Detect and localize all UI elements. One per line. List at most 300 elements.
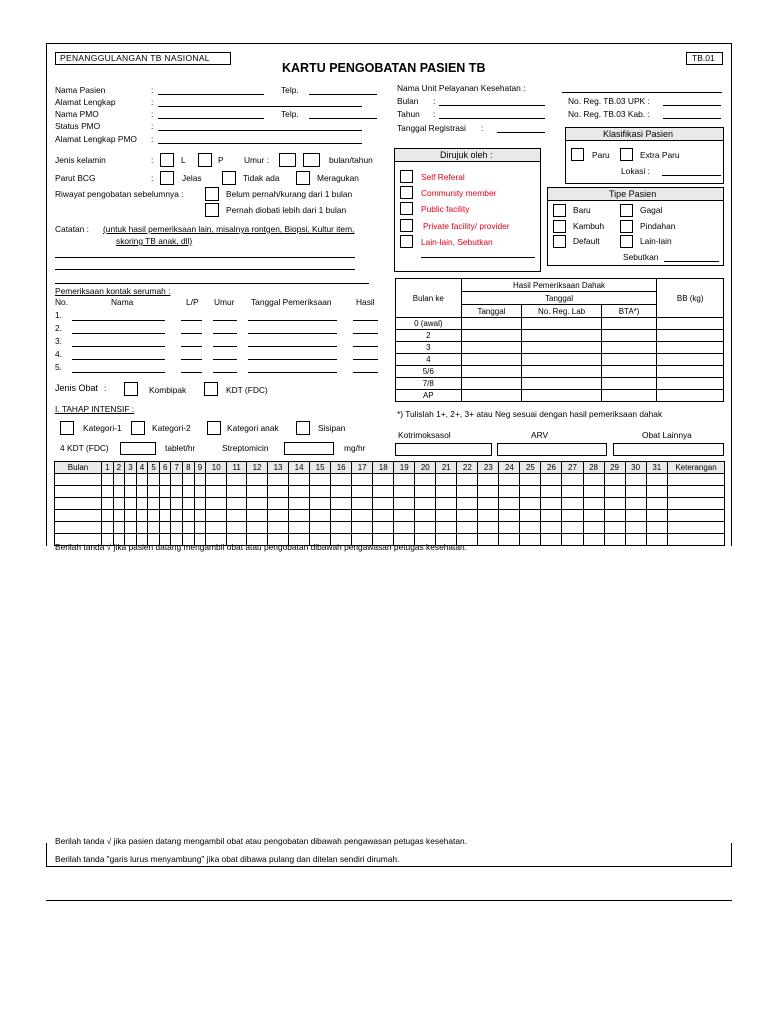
calendar-cell[interactable] bbox=[310, 522, 331, 534]
calendar-cell[interactable] bbox=[478, 474, 499, 486]
community-member-checkbox[interactable] bbox=[400, 186, 413, 199]
calendar-cell[interactable] bbox=[310, 474, 331, 486]
calendar-cell[interactable] bbox=[583, 522, 604, 534]
kotrim-label: Kotrimoksasol bbox=[398, 430, 451, 440]
calendar-cell[interactable] bbox=[499, 474, 520, 486]
calendar-cell[interactable] bbox=[171, 498, 183, 510]
calendar-cell[interactable] bbox=[478, 510, 499, 522]
calendar-cell[interactable] bbox=[227, 522, 247, 534]
age-box-2[interactable] bbox=[303, 153, 320, 167]
cut-line-text: Berilah tanda √ jika pasien datang mengambil obat atau pengobatan dibawah pengawasan petugas kesehatan. bbox=[55, 542, 468, 552]
calendar-cell[interactable] bbox=[562, 510, 583, 522]
contact-lp-field[interactable] bbox=[181, 320, 202, 321]
calendar-cell[interactable] bbox=[478, 522, 499, 534]
calendar-cell[interactable] bbox=[457, 474, 478, 486]
contacts-header-nama: Nama bbox=[111, 297, 134, 307]
calendar-cell[interactable] bbox=[604, 474, 625, 486]
calendar-cell[interactable] bbox=[499, 522, 520, 534]
year-field[interactable] bbox=[439, 118, 545, 119]
extra-paru-checkbox[interactable] bbox=[620, 148, 633, 161]
calendar-cell[interactable] bbox=[268, 522, 289, 534]
bcg-clear-checkbox[interactable] bbox=[160, 171, 174, 185]
calendar-cell[interactable] bbox=[102, 498, 114, 510]
calendar-cell[interactable] bbox=[310, 498, 331, 510]
calendar-cell[interactable] bbox=[625, 522, 646, 534]
calendar-cell[interactable] bbox=[125, 510, 137, 522]
calendar-cell[interactable] bbox=[520, 522, 541, 534]
calendar-cell[interactable] bbox=[159, 498, 171, 510]
contact-date-field[interactable] bbox=[248, 359, 337, 360]
sex-l-checkbox[interactable] bbox=[160, 153, 174, 167]
calendar-cell[interactable] bbox=[415, 522, 436, 534]
calendar-cell[interactable] bbox=[541, 486, 562, 498]
kambuh-checkbox[interactable] bbox=[553, 220, 566, 233]
calendar-cell[interactable] bbox=[102, 522, 114, 534]
calendar-cell[interactable] bbox=[331, 474, 352, 486]
calendar-cell[interactable] bbox=[415, 486, 436, 498]
kategori2-checkbox[interactable] bbox=[131, 421, 145, 435]
calendar-cell[interactable] bbox=[183, 474, 195, 486]
calendar-cell[interactable] bbox=[289, 510, 310, 522]
calendar-cell[interactable] bbox=[206, 486, 227, 498]
calendar-cell[interactable] bbox=[102, 486, 114, 498]
calendar-cell[interactable] bbox=[227, 474, 247, 486]
calendar-cell[interactable] bbox=[268, 474, 289, 486]
calendar-cell[interactable] bbox=[373, 486, 394, 498]
calendar-cell[interactable] bbox=[268, 498, 289, 510]
reg-date-label: Tanggal Registrasi bbox=[397, 123, 466, 133]
dahak-cell[interactable] bbox=[522, 378, 601, 390]
dahak-footnote: *) Tulislah 1+, 2+, 3+ atau Neg sesuai dengan hasil pemeriksaan dahak bbox=[397, 409, 663, 419]
contact-name-field[interactable] bbox=[72, 333, 165, 334]
calendar-cell[interactable] bbox=[352, 486, 373, 498]
calendar-cell[interactable] bbox=[55, 474, 102, 486]
calendar-cell[interactable] bbox=[227, 498, 247, 510]
calendar-cell[interactable] bbox=[541, 474, 562, 486]
kotrim-input[interactable] bbox=[395, 443, 492, 456]
contact-date-field[interactable] bbox=[248, 320, 337, 321]
pmo-phone-label: Telp. bbox=[281, 109, 299, 119]
contact-age-field[interactable] bbox=[213, 333, 237, 334]
sex-label: Jenis kelamin bbox=[55, 155, 106, 165]
calendar-day-header: 15 bbox=[310, 462, 331, 474]
calendar-cell[interactable] bbox=[171, 510, 183, 522]
calendar-cell[interactable] bbox=[373, 498, 394, 510]
contact-lp-field[interactable] bbox=[181, 333, 202, 334]
lainnya-input[interactable] bbox=[613, 443, 724, 456]
contact-name-field[interactable] bbox=[72, 359, 165, 360]
contact-date-field[interactable] bbox=[248, 346, 337, 347]
contact-name-field[interactable] bbox=[72, 320, 165, 321]
calendar-cell[interactable] bbox=[520, 474, 541, 486]
dahak-cell[interactable] bbox=[657, 378, 724, 390]
calendar-cell[interactable] bbox=[583, 474, 604, 486]
calendar-cell[interactable] bbox=[499, 510, 520, 522]
sebutkan-field[interactable] bbox=[664, 261, 719, 262]
calendar-cell[interactable] bbox=[102, 474, 114, 486]
colon: : bbox=[151, 109, 154, 119]
dahak-cell[interactable] bbox=[461, 330, 522, 342]
calendar-cell[interactable] bbox=[625, 474, 646, 486]
notes-line-2[interactable] bbox=[55, 269, 355, 270]
contact-name-field[interactable] bbox=[72, 372, 165, 373]
calendar-cell[interactable] bbox=[171, 486, 183, 498]
calendar-cell[interactable] bbox=[436, 498, 457, 510]
calendar-cell[interactable] bbox=[562, 522, 583, 534]
calendar-cell[interactable] bbox=[171, 474, 183, 486]
contact-result-field[interactable] bbox=[353, 372, 378, 373]
contact-age-field[interactable] bbox=[213, 346, 237, 347]
calendar-cell[interactable] bbox=[148, 474, 160, 486]
calendar-cell[interactable] bbox=[171, 522, 183, 534]
calendar-cell[interactable] bbox=[394, 474, 415, 486]
calendar-cell[interactable] bbox=[247, 522, 268, 534]
calendar-cell[interactable] bbox=[668, 522, 725, 534]
contact-age-field[interactable] bbox=[213, 372, 237, 373]
calendar-cell[interactable] bbox=[583, 510, 604, 522]
calendar-day-header: 9 bbox=[194, 462, 206, 474]
calendar-cell[interactable] bbox=[394, 486, 415, 498]
calendar-cell[interactable] bbox=[352, 510, 373, 522]
calendar-cell[interactable] bbox=[646, 486, 667, 498]
dahak-cell[interactable] bbox=[657, 390, 724, 402]
notes-line-1[interactable] bbox=[55, 257, 355, 258]
calendar-cell[interactable] bbox=[113, 522, 125, 534]
bottom-border-1 bbox=[46, 866, 732, 867]
colon: : bbox=[151, 97, 154, 107]
gagal-checkbox[interactable] bbox=[620, 204, 633, 217]
calendar-cell[interactable] bbox=[148, 486, 160, 498]
calendar-cell[interactable] bbox=[415, 498, 436, 510]
default-checkbox[interactable] bbox=[553, 235, 566, 248]
calendar-cell[interactable] bbox=[289, 486, 310, 498]
calendar-cell[interactable] bbox=[55, 510, 102, 522]
calendar-cell[interactable] bbox=[520, 498, 541, 510]
kdt4-label: 4 KDT (FDC) bbox=[60, 443, 109, 453]
contact-date-field[interactable] bbox=[248, 372, 337, 373]
contact-lp-field[interactable] bbox=[181, 359, 202, 360]
calendar-cell[interactable] bbox=[183, 486, 195, 498]
private-facility-checkbox[interactable] bbox=[400, 219, 413, 232]
calendar-cell[interactable] bbox=[668, 498, 725, 510]
calendar-cell[interactable] bbox=[478, 498, 499, 510]
calendar-cell[interactable] bbox=[136, 510, 148, 522]
unit-name-field[interactable] bbox=[562, 92, 722, 93]
calendar-cell[interactable] bbox=[310, 486, 331, 498]
lain-lain-checkbox[interactable] bbox=[400, 235, 413, 248]
calendar-cell[interactable] bbox=[646, 498, 667, 510]
calendar-cell[interactable] bbox=[55, 486, 102, 498]
calendar-cell[interactable] bbox=[478, 486, 499, 498]
calendar-cell[interactable] bbox=[206, 498, 227, 510]
notes-line-3[interactable] bbox=[55, 283, 369, 284]
kdt4-input[interactable] bbox=[120, 442, 156, 455]
calendar-cell[interactable] bbox=[331, 498, 352, 510]
contact-result-field[interactable] bbox=[353, 333, 378, 334]
calendar-cell[interactable] bbox=[668, 474, 725, 486]
calendar-cell[interactable] bbox=[148, 510, 160, 522]
dahak-cell[interactable] bbox=[461, 318, 522, 330]
calendar-cell[interactable] bbox=[646, 522, 667, 534]
contact-name-field[interactable] bbox=[72, 346, 165, 347]
pmo-address-field[interactable] bbox=[158, 143, 362, 144]
calendar-cell[interactable] bbox=[625, 486, 646, 498]
dahak-cell[interactable] bbox=[461, 366, 522, 378]
calendar-cell[interactable] bbox=[125, 474, 137, 486]
dahak-cell[interactable] bbox=[601, 366, 657, 378]
calendar-cell[interactable] bbox=[136, 498, 148, 510]
calendar-cell[interactable] bbox=[436, 486, 457, 498]
dahak-cell[interactable] bbox=[522, 342, 601, 354]
calendar-cell[interactable] bbox=[352, 522, 373, 534]
cut-line-clip bbox=[55, 541, 731, 552]
calendar-day-header: 30 bbox=[625, 462, 646, 474]
calendar-cell[interactable] bbox=[289, 522, 310, 534]
calendar-cell[interactable] bbox=[436, 474, 457, 486]
calendar-cell[interactable] bbox=[394, 498, 415, 510]
sisipan-checkbox[interactable] bbox=[296, 421, 310, 435]
calendar-cell[interactable] bbox=[415, 474, 436, 486]
calendar-cell[interactable] bbox=[159, 486, 171, 498]
calendar-cell[interactable] bbox=[331, 510, 352, 522]
baru-checkbox[interactable] bbox=[553, 204, 566, 217]
dahak-cell[interactable] bbox=[522, 354, 601, 366]
contact-row-number: 1. bbox=[55, 310, 62, 320]
lokasi-field[interactable] bbox=[662, 175, 721, 176]
calendar-cell[interactable] bbox=[520, 510, 541, 522]
calendar-cell[interactable] bbox=[55, 498, 102, 510]
calendar-cell[interactable] bbox=[136, 474, 148, 486]
calendar-cell[interactable] bbox=[668, 510, 725, 522]
paru-checkbox[interactable] bbox=[571, 148, 584, 161]
calendar-cell[interactable] bbox=[499, 486, 520, 498]
dahak-cell[interactable] bbox=[601, 378, 657, 390]
calendar-cell[interactable] bbox=[125, 522, 137, 534]
kombipak-checkbox[interactable] bbox=[124, 382, 138, 396]
calendar-cell[interactable] bbox=[394, 522, 415, 534]
calendar-cell[interactable] bbox=[436, 510, 457, 522]
contact-result-field[interactable] bbox=[353, 320, 378, 321]
strepto-input[interactable] bbox=[284, 442, 334, 455]
patient-name-field[interactable] bbox=[158, 94, 264, 95]
reg-date-field[interactable] bbox=[497, 132, 545, 133]
arv-input[interactable] bbox=[497, 443, 607, 456]
contact-age-field[interactable] bbox=[213, 359, 237, 360]
calendar-cell[interactable] bbox=[562, 486, 583, 498]
calendar-cell[interactable] bbox=[148, 498, 160, 510]
calendar-cell[interactable] bbox=[268, 486, 289, 498]
age-unit: bulan/tahun bbox=[329, 155, 373, 165]
address-field[interactable] bbox=[158, 106, 362, 107]
calendar-cell[interactable] bbox=[159, 474, 171, 486]
phone-label: Telp. bbox=[281, 85, 299, 95]
calendar-cell[interactable] bbox=[373, 522, 394, 534]
self-referal-checkbox[interactable] bbox=[400, 170, 413, 183]
calendar-cell[interactable] bbox=[227, 510, 247, 522]
colon: : bbox=[151, 134, 154, 144]
kategori-anak-checkbox[interactable] bbox=[207, 421, 221, 435]
contact-date-field[interactable] bbox=[248, 333, 337, 334]
calendar-cell[interactable] bbox=[373, 510, 394, 522]
calendar-cell[interactable] bbox=[562, 498, 583, 510]
calendar-cell[interactable] bbox=[247, 486, 268, 498]
calendar-cell[interactable] bbox=[113, 486, 125, 498]
calendar-cell[interactable] bbox=[668, 486, 725, 498]
calendar-cell[interactable] bbox=[625, 498, 646, 510]
sex-p-checkbox[interactable] bbox=[198, 153, 212, 167]
calendar-cell[interactable] bbox=[194, 474, 206, 486]
dahak-cell[interactable] bbox=[461, 390, 522, 402]
calendar-cell[interactable] bbox=[206, 522, 227, 534]
dahak-cell[interactable] bbox=[657, 318, 724, 330]
calendar-cell[interactable] bbox=[247, 474, 268, 486]
calendar-cell[interactable] bbox=[55, 522, 102, 534]
contact-result-field[interactable] bbox=[353, 346, 378, 347]
jenis-obat-label: Jenis Obat bbox=[55, 383, 99, 393]
calendar-cell[interactable] bbox=[646, 510, 667, 522]
calendar-cell[interactable] bbox=[148, 522, 160, 534]
reg-kab-field[interactable] bbox=[663, 118, 721, 119]
calendar-cell[interactable] bbox=[457, 510, 478, 522]
calendar-cell[interactable] bbox=[194, 486, 206, 498]
calendar-cell[interactable] bbox=[520, 486, 541, 498]
calendar-cell[interactable] bbox=[113, 474, 125, 486]
dahak-rows bbox=[396, 318, 724, 402]
calendar-cell[interactable] bbox=[604, 510, 625, 522]
dahak-cell[interactable] bbox=[601, 330, 657, 342]
calendar-cell[interactable] bbox=[206, 474, 227, 486]
calendar-cell[interactable] bbox=[136, 486, 148, 498]
calendar-cell[interactable] bbox=[541, 522, 562, 534]
calendar-cell[interactable] bbox=[457, 486, 478, 498]
calendar-cell[interactable] bbox=[415, 510, 436, 522]
contact-age-field[interactable] bbox=[213, 320, 237, 321]
contact-lp-field[interactable] bbox=[181, 372, 202, 373]
age-box-1[interactable] bbox=[279, 153, 296, 167]
right-border bbox=[731, 43, 732, 546]
calendar-cell[interactable] bbox=[373, 474, 394, 486]
sex-l-label: L bbox=[181, 155, 186, 165]
hasil-header bbox=[461, 279, 657, 292]
calendar-cell[interactable] bbox=[604, 522, 625, 534]
dahak-cell[interactable] bbox=[461, 354, 522, 366]
calendar-cell[interactable] bbox=[113, 510, 125, 522]
sex-p-label: P bbox=[218, 155, 224, 165]
calendar-cell[interactable] bbox=[541, 510, 562, 522]
month-field[interactable] bbox=[439, 105, 545, 106]
calendar-cell[interactable] bbox=[457, 498, 478, 510]
calendar-cell[interactable] bbox=[352, 474, 373, 486]
dahak-row bbox=[396, 330, 724, 342]
dahak-cell[interactable] bbox=[461, 378, 522, 390]
calendar-cell[interactable] bbox=[183, 522, 195, 534]
reg-upk-field[interactable] bbox=[663, 105, 721, 106]
dahak-cell[interactable] bbox=[657, 366, 724, 378]
calendar-cell[interactable] bbox=[289, 474, 310, 486]
calendar-cell[interactable] bbox=[436, 522, 457, 534]
dahak-cell[interactable] bbox=[601, 390, 657, 402]
sub-tanggal bbox=[461, 305, 522, 318]
kdt-checkbox[interactable] bbox=[204, 382, 218, 396]
history-treated-checkbox[interactable] bbox=[205, 203, 219, 217]
calendar-cell[interactable] bbox=[159, 522, 171, 534]
calendar-cell[interactable] bbox=[102, 510, 114, 522]
calendar-cell[interactable] bbox=[183, 498, 195, 510]
calendar-cell[interactable] bbox=[289, 498, 310, 510]
calendar-cell[interactable] bbox=[247, 498, 268, 510]
calendar-cell[interactable] bbox=[113, 498, 125, 510]
history-never-checkbox[interactable] bbox=[205, 187, 219, 201]
calendar-cell[interactable] bbox=[331, 522, 352, 534]
calendar-cell[interactable] bbox=[268, 510, 289, 522]
dahak-cell[interactable] bbox=[601, 354, 657, 366]
dahak-cell[interactable] bbox=[522, 366, 601, 378]
calendar-cell[interactable] bbox=[457, 522, 478, 534]
contact-result-field[interactable] bbox=[353, 359, 378, 360]
calendar-cell[interactable] bbox=[604, 486, 625, 498]
contact-lp-field[interactable] bbox=[181, 346, 202, 347]
calendar-cell[interactable] bbox=[125, 498, 137, 510]
calendar-cell[interactable] bbox=[247, 510, 268, 522]
dahak-cell[interactable] bbox=[522, 318, 601, 330]
calendar-cell[interactable] bbox=[194, 510, 206, 522]
calendar-cell[interactable] bbox=[394, 510, 415, 522]
pmo-status-field[interactable] bbox=[158, 130, 362, 131]
calendar-cell[interactable] bbox=[136, 522, 148, 534]
calendar-cell[interactable] bbox=[125, 486, 137, 498]
dahak-cell[interactable] bbox=[522, 330, 601, 342]
calendar-cell[interactable] bbox=[206, 510, 227, 522]
calendar-cell[interactable] bbox=[646, 474, 667, 486]
calendar-cell[interactable] bbox=[194, 522, 206, 534]
dahak-cell[interactable] bbox=[657, 342, 724, 354]
lainlain-checkbox[interactable] bbox=[620, 235, 633, 248]
calendar-cell[interactable] bbox=[541, 498, 562, 510]
calendar-cell[interactable] bbox=[625, 510, 646, 522]
bcg-none-checkbox[interactable] bbox=[222, 171, 236, 185]
calendar-cell[interactable] bbox=[352, 498, 373, 510]
pindahan-checkbox[interactable] bbox=[620, 220, 633, 233]
calendar-cell[interactable] bbox=[331, 486, 352, 498]
calendar-cell[interactable] bbox=[583, 498, 604, 510]
calendar-cell[interactable] bbox=[310, 510, 331, 522]
dahak-row-label: 2 bbox=[396, 330, 462, 342]
calendar-cell[interactable] bbox=[194, 498, 206, 510]
dahak-cell[interactable] bbox=[522, 390, 601, 402]
calendar-cell[interactable] bbox=[562, 474, 583, 486]
lain-lain-field[interactable] bbox=[421, 257, 535, 258]
calendar-cell[interactable] bbox=[604, 498, 625, 510]
dahak-cell[interactable] bbox=[461, 342, 522, 354]
dahak-cell[interactable] bbox=[657, 330, 724, 342]
calendar-cell[interactable] bbox=[159, 510, 171, 522]
kategori1-checkbox[interactable] bbox=[60, 421, 74, 435]
phone-field[interactable] bbox=[309, 94, 377, 95]
page-title: KARTU PENGOBATAN PASIEN TB bbox=[282, 61, 486, 75]
pmo-phone-field[interactable] bbox=[309, 118, 377, 119]
calendar-cell[interactable] bbox=[227, 486, 247, 498]
calendar-cell[interactable] bbox=[499, 498, 520, 510]
sub-noreg bbox=[522, 305, 601, 318]
calendar-cell[interactable] bbox=[583, 486, 604, 498]
pmo-name-field[interactable] bbox=[158, 118, 264, 119]
dahak-cell[interactable] bbox=[657, 354, 724, 366]
calendar-cell[interactable] bbox=[183, 510, 195, 522]
dahak-cell[interactable] bbox=[601, 342, 657, 354]
bcg-doubt-checkbox[interactable] bbox=[296, 171, 310, 185]
dahak-cell[interactable] bbox=[601, 318, 657, 330]
public-facility-checkbox[interactable] bbox=[400, 202, 413, 215]
